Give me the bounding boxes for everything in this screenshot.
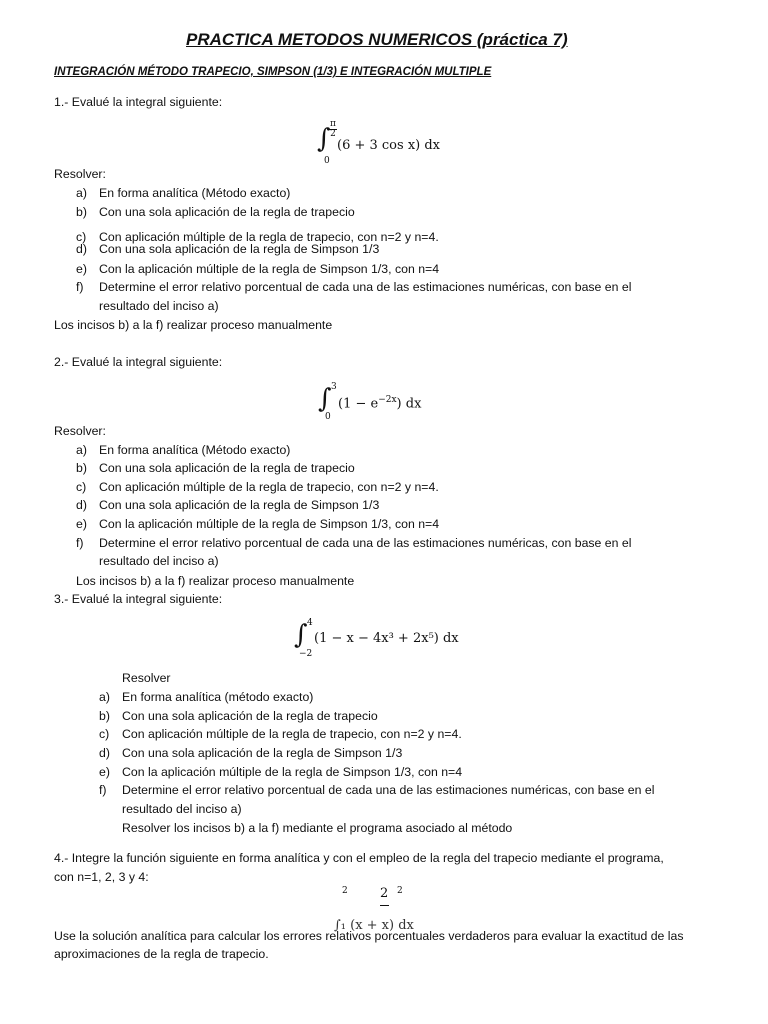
list-item: e)	[76, 517, 87, 531]
problem-3-heading: 3.- Evalué la integral siguiente:	[54, 592, 223, 606]
integral-expression: (1 − x − 4x³ + 2x⁵) dx	[314, 631, 459, 646]
formula-superscript: 2	[342, 886, 348, 896]
problem-4-text: con n=1, 2, 3 y 4:	[54, 870, 149, 884]
formula-fraction-bar	[380, 905, 389, 906]
list-item: a)	[99, 690, 110, 704]
list-item: c)	[99, 727, 110, 741]
problem-2-resolver: Resolver:	[54, 424, 106, 438]
problem-2-heading: 2.- Evalué la integral siguiente:	[54, 355, 223, 369]
list-item: a)	[76, 186, 87, 200]
integral-sign: ∫	[317, 124, 331, 154]
list-item: e)	[76, 262, 87, 276]
list-item: b)	[76, 461, 87, 475]
integral-upper-limit: 4	[307, 618, 313, 628]
list-item-text: Determine el error relativo porcentual de cada una de las estimaciones numéricas, con base en el	[99, 536, 632, 550]
list-item-continuation: resultado del inciso a)	[99, 554, 219, 568]
integral-upper-limit: π 2	[330, 119, 336, 139]
problem-3-integral	[294, 618, 474, 662]
integral-sign: ∫	[318, 384, 332, 414]
list-item-continuation: Resolver los incisos b) a la f) mediante el programa asociado al método	[122, 821, 513, 835]
list-item-text: Con una sola aplicación de la regla de Simpson 1/3	[122, 746, 403, 760]
problem-1-note: Los incisos b) a la f) realizar proceso manualmente	[54, 318, 333, 332]
list-item: b)	[76, 205, 87, 219]
problem-2-note: Los incisos b) a la f) realizar proceso manualmente	[76, 574, 355, 588]
list-item-text: Con la aplicación múltiple de la regla de Simpson 1/3, con n=4	[99, 262, 440, 276]
integral-expression: (6 + 3 cos x) dx	[337, 138, 441, 153]
list-item-text: Con una sola aplicación de la regla de Simpson 1/3	[99, 498, 380, 512]
problem-2-integral	[318, 382, 458, 424]
problem-1-integral	[317, 120, 457, 166]
problem-1-heading: 1.- Evalué la integral siguiente:	[54, 95, 223, 109]
integral-lower-limit: 0	[325, 412, 331, 422]
list-item-continuation: resultado del inciso a)	[99, 299, 219, 313]
list-item-text: Con una sola aplicación de la regla de Simpson 1/3	[99, 242, 380, 256]
list-item-text: Determine el error relativo porcentual de cada una de las estimaciones numéricas, con base en el	[99, 280, 632, 294]
page-subtitle: INTEGRACIÓN MÉTODO TRAPECIO, SIMPSON (1/3) E INTEGRACIÓN MULTIPLE	[54, 66, 492, 78]
list-item-text: Con una sola aplicación de la regla de trapecio	[122, 709, 378, 723]
formula-superscript: 2	[380, 886, 389, 901]
list-item-text: Con aplicación múltiple de la regla de trapecio, con n=2 y n=4.	[99, 480, 439, 494]
problem-3-resolver: Resolver	[122, 671, 171, 685]
integral-lower-limit: 0	[324, 156, 330, 166]
formula-superscript: 2	[397, 886, 403, 896]
list-item-text: Con una sola aplicación de la regla de trapecio	[99, 461, 355, 475]
list-item-text: Determine el error relativo porcentual de cada una de las estimaciones numéricas, con base en el	[122, 783, 655, 797]
integral-sign: ∫	[294, 620, 308, 650]
problem-1-resolver: Resolver:	[54, 167, 106, 181]
list-item: e)	[99, 765, 110, 779]
list-item: f)	[76, 536, 84, 550]
problem-4-text: Use la solución analítica para calcular los errores relativos porcentuales verdaderos para evaluar la exactitud de las	[54, 929, 684, 943]
list-item: c)	[76, 480, 87, 494]
list-item-text: Con la aplicación múltiple de la regla de Simpson 1/3, con n=4	[122, 765, 463, 779]
list-item-text: Con la aplicación múltiple de la regla de Simpson 1/3, con n=4	[99, 517, 440, 531]
integral-upper-limit: 3	[331, 382, 337, 392]
list-item: d)	[76, 242, 87, 256]
list-item-text: Con aplicación múltiple de la regla de trapecio, con n=2 y n=4.	[122, 727, 462, 741]
list-item: c)	[76, 230, 87, 244]
list-item: a)	[76, 443, 87, 457]
list-item-text: En forma analítica (Método exacto)	[99, 443, 291, 457]
problem-4-formula: ∫₁ (x + x) dx	[334, 918, 414, 933]
list-item-text: Con una sola aplicación de la regla de trapecio	[99, 205, 355, 219]
list-item-text: En forma analítica (Método exacto)	[99, 186, 291, 200]
list-item-text: Con aplicación múltiple de la regla de trapecio, con n=2 y n=4.	[99, 230, 439, 244]
list-item: f)	[99, 783, 107, 797]
list-item-continuation: resultado del inciso a)	[122, 802, 242, 816]
list-item-text: En forma analítica (método exacto)	[122, 690, 314, 704]
list-item: d)	[99, 746, 110, 760]
list-item: b)	[99, 709, 110, 723]
integral-lower-limit: −2	[299, 649, 313, 659]
integral-expression: $(1 - e^{-2x})$ dx	[338, 395, 422, 412]
problem-4-text: 4.- Integre la función siguiente en forma analítica y con el empleo de la regla del trapecio mediante el programa,	[54, 851, 664, 865]
list-item: f)	[76, 280, 84, 294]
problem-4-text: aproximaciones de la regla de trapecio.	[54, 947, 269, 961]
list-item: d)	[76, 498, 87, 512]
page-title: PRACTICA METODOS NUMERICOS (práctica 7)	[186, 30, 568, 49]
